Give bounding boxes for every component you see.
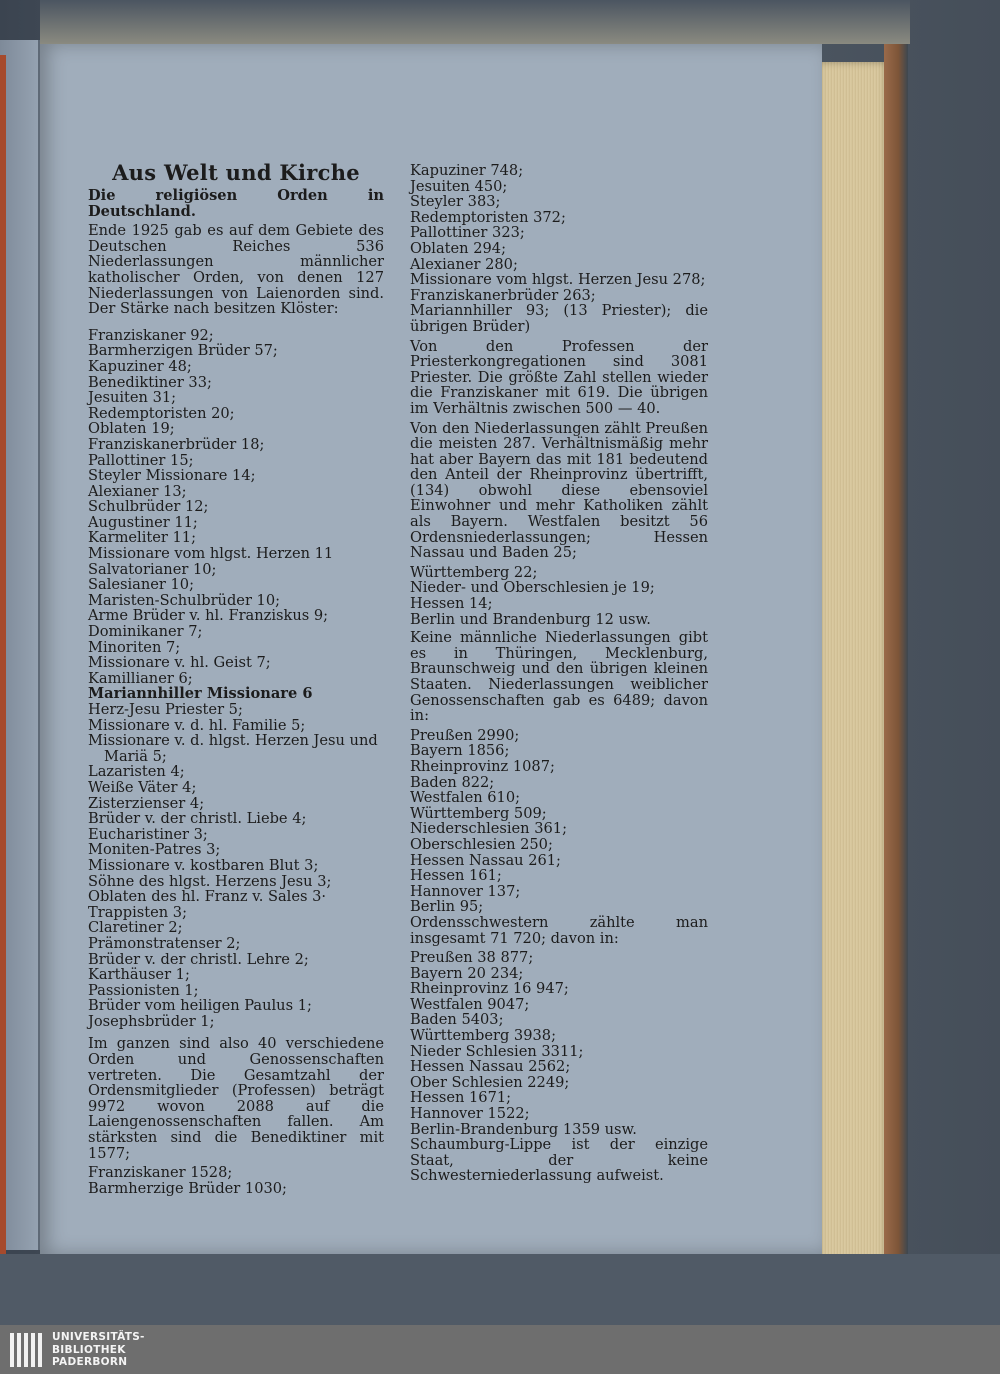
list-item: Steyler Missionare 14; — [88, 467, 256, 485]
list-item: Missionare v. hl. Geist 7; — [88, 654, 271, 672]
left-column — [88, 160, 384, 1196]
list-item: Hessen 161; — [410, 867, 502, 885]
list-item: Lazaristen 4; — [88, 763, 185, 781]
list-item: Oblaten des hl. Franz v. Sales 3· — [88, 888, 327, 906]
list-item: Hannover 1522; — [410, 1105, 530, 1123]
section-title: Die religiösen Orden in Deutschland. — [88, 187, 384, 220]
page-title: Aus Welt und Kirche — [112, 160, 360, 185]
list-item: Oblaten 294; — [410, 239, 506, 257]
list-item: Rheinprovinz 16 947; — [410, 980, 569, 998]
list-item: Württemberg 509; — [410, 804, 547, 822]
intro-paragraph: Ende 1925 gab es auf dem Gebiete des Deutschen Reiches 536 Niederlassungen männlicher katholischer Orden, von denen 127 Niederlassungen von Laienorden sind. Der Stärke nach besitzen Klöster: — [88, 222, 384, 318]
list-item: Franziskanerbrüder 18; — [88, 435, 265, 453]
list-item: Hannover 137; — [410, 882, 521, 900]
list-item: Niederschlesien 361; — [410, 820, 567, 838]
list-item: Augustiner 11; — [88, 513, 198, 531]
list-item: Franziskaner 92; — [88, 326, 214, 344]
list-item: Nieder Schlesien 3311; — [410, 1042, 584, 1060]
list-item: Salvatorianer 10; — [88, 560, 217, 578]
list-item: Karthäuser 1; — [88, 966, 190, 984]
list-item: Arme Brüder v. hl. Franziskus 9; — [88, 607, 329, 625]
list-item: Berlin-Brandenburg 1359 usw. — [410, 1120, 637, 1138]
list-item: Missionare vom hlgst. Herzen Jesu 278; — [410, 271, 706, 289]
summary-paragraph: Im ganzen sind also 40 verschiedene Orden und Genossenschaften vertreten. Die Gesamtzahl der Ordensmitglieder (Professen) beträgt 9972 wovon 2088 auf die Laiengenossenschaften fallen. Am stärksten sind die Benediktiner mit 1577; — [88, 1035, 384, 1162]
list-item: Württemberg 3938; — [410, 1027, 556, 1045]
list-item: Mariannhiller Missionare 6 — [88, 685, 313, 703]
list-item: Zisterzienser 4; — [88, 794, 205, 812]
list-item: Weiße Väter 4; — [88, 778, 197, 796]
list-item: Hessen Nassau 261; — [410, 851, 561, 869]
list-item: Missionare vom hlgst. Herzen 11 — [88, 545, 334, 563]
list-item: Barmherzige Brüder 1030; — [88, 1179, 287, 1197]
list-item: Kamillianer 6; — [88, 669, 193, 687]
list-item: Prämonstratenser 2; — [88, 934, 241, 952]
list-item: Bayern 1856; — [410, 742, 510, 760]
list-item: Claretiner 2; — [88, 919, 183, 937]
previous-page-edge — [0, 40, 40, 1250]
list-item: Josephsbrüder 1; — [88, 1012, 215, 1030]
page-stack-edges — [818, 62, 886, 1262]
list-item: Oberschlesien 250; — [410, 835, 553, 853]
list-item: Moniten-Patres 3; — [88, 841, 221, 859]
list-item: Passionisten 1; — [88, 981, 199, 999]
list-item: Redemptoristen 372; — [410, 208, 566, 226]
sisters-list — [410, 950, 708, 1137]
list-item: Mariä 5; — [104, 747, 167, 765]
schwestern-paragraph: Ordensschwestern zählte man insgesamt 71 720; davon in: — [410, 913, 708, 947]
keine-paragraph: Keine männliche Niederlassungen gibt es in Thüringen, Mecklenburg, Braunschweig und den übrigen kleinen Staaten. Niederlassungen weiblicher Genossenschaften gab es 6489; davon in: — [410, 629, 708, 725]
list-item: Baden 822; — [410, 773, 495, 791]
right-column — [410, 163, 708, 1188]
list-item: Hessen 14; — [410, 595, 493, 613]
list-item: Franziskanerbrüder 263; — [410, 286, 596, 304]
list-item: Salesianer 10; — [88, 576, 194, 594]
list-item: Missionare v. d. hlgst. Herzen Jesu und — [88, 732, 378, 750]
list-item: Alexianer 280; — [410, 255, 518, 273]
female-houses-list — [410, 728, 708, 915]
list-item: Baden 5403; — [410, 1011, 504, 1029]
niederlassungen-paragraph: Von den Niederlassungen zählt Preußen die meisten 287. Verhältnismäßig mehr hat aber Bayern das mit 181 bedeutend den Anteil der Rheinprovinz übertrifft, (134) obwohl diese ebensoviel Einwohner und mehr Katholiken zählt als Bayern. Westfalen besitzt 56 Ordensniederlassungen; Hessen Nassau und Baden 25; — [410, 419, 708, 562]
list-item: Maristen-Schulbrüder 10; — [88, 591, 281, 609]
list-item: Redemptoristen 20; — [88, 404, 235, 422]
library-logo-text: UNIVERSITÄTS- BIBLIOTHEK PADERBORN — [52, 1331, 145, 1368]
list-item: Brüder v. der christl. Liebe 4; — [88, 810, 307, 828]
list-item: Eucharistiner 3; — [88, 825, 208, 843]
list-item: Missionare v. kostbaren Blut 3; — [88, 856, 319, 874]
list-item: Westfalen 9047; — [410, 995, 530, 1013]
list-item: Barmherzigen Brüder 57; — [88, 342, 278, 360]
list-item: Herz-Jesu Priester 5; — [88, 701, 243, 718]
list-item: Oblaten 19; — [88, 420, 175, 438]
list-item: Württemberg 22; — [410, 563, 538, 581]
list-item: Brüder v. der christl. Lehre 2; — [88, 950, 309, 968]
list-item: Nieder- und Oberschlesien je 19; — [410, 579, 655, 597]
library-bars-icon — [10, 1333, 44, 1367]
library-footer — [0, 1325, 1000, 1374]
list-item: Schulbrüder 12; — [88, 498, 209, 516]
list-item: Dominikaner 7; — [88, 623, 203, 641]
list-item: Karmeliter 11; — [88, 529, 196, 547]
list-item: Westfalen 610; — [410, 789, 521, 807]
list-item: Rheinprovinz 1087; — [410, 757, 555, 775]
list-item: Berlin und Brandenburg 12 usw. — [410, 610, 651, 628]
list-item: Ober Schlesien 2249; — [410, 1073, 570, 1091]
mariannhiller-line: Mariannhiller 93; (13 Priester); die übrigen Brüder) — [410, 302, 708, 335]
list-item: Benediktiner 33; — [88, 373, 212, 391]
professen-list — [410, 163, 708, 303]
list-item: Minoriten 7; — [88, 638, 181, 656]
list-item: Kapuziner 48; — [88, 357, 192, 375]
list-item: Berlin 95; — [410, 898, 484, 916]
list-item: Bayern 20 234; — [410, 964, 524, 982]
list-item: Franziskaner 1528; — [88, 1164, 233, 1182]
list-item: Preußen 2990; — [410, 726, 520, 744]
regions-list — [410, 565, 708, 627]
list-item: Söhne des hlgst. Herzens Jesu 3; — [88, 872, 332, 890]
list-item: Jesuiten 31; — [88, 389, 177, 407]
list-item: Brüder vom heiligen Paulus 1; — [88, 997, 312, 1015]
schaumburg-paragraph: Schaumburg-Lippe ist der einzige Staat, der keine Schwesterniederlassung aufweist. — [410, 1136, 708, 1185]
order-list — [88, 328, 384, 1030]
list-item: Hessen 1671; — [410, 1089, 512, 1107]
bottom-edge — [0, 1254, 1000, 1325]
professen-paragraph: Von den Professen der Priesterkongregationen sind 3081 Priester. Die größte Zahl stellen wieder die Franziskaner mit 619. Die übrigen im Verhältnis zwischen 500 — 40. — [410, 337, 708, 417]
list-item: Jesuiten 450; — [410, 177, 508, 195]
list-item: Missionare v. d. hl. Familie 5; — [88, 716, 306, 734]
top-edge — [40, 0, 910, 44]
book-cover-edge — [884, 44, 908, 1264]
red-page-edge — [0, 55, 6, 1255]
list-item: Pallottiner 323; — [410, 224, 525, 242]
list-item: Steyler 383; — [410, 193, 501, 211]
list-item: Kapuziner 748; — [410, 162, 524, 179]
list-item: Alexianer 13; — [88, 482, 187, 500]
list-item: Hessen Nassau 2562; — [410, 1058, 571, 1076]
list-item: Trappisten 3; — [88, 903, 187, 921]
list-item: Pallottiner 15; — [88, 451, 194, 469]
list-item: Preußen 38 877; — [410, 949, 534, 967]
